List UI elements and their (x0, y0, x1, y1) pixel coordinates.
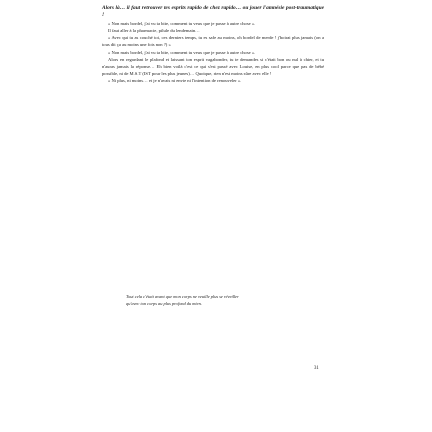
paragraph-4: « Avec qui tu as couché toi, ces derniers temps, tu es safe au moins, oh bordel de merde ! j'boirai plus jamais (on a tous dit ça au moins une fois non ?) » (102, 35, 324, 48)
paragraph-1: Alors là… il faut retrouver tes esprits rapido de chez rapido… ou jouer l'amnésie post-traumatique ! (102, 5, 324, 19)
paragraph-2: « Non mais bordel, j'ai vu ta bite, comment tu veux que je passe à autre chose ». (108, 21, 256, 27)
closing-line-1: Tout cela c'était avant que mon corps ne veuille plus se réveiller (126, 294, 239, 299)
closing-line-2: qu'avec ton corps au plus profond du mien. (126, 301, 202, 306)
paragraph-3: Il faut aller à la pharmacie, pilule du lendemain… (108, 28, 200, 34)
paragraph-5: « Non mais bordel, j'ai vu ta bite, comment tu veux que je passe à autre chose ». (108, 49, 256, 55)
paragraph-6: Alors en regardant le plafond et laissant ton esprit vagabonder, tu te demandes si c'était bon ou nul à chier, et tu n'auras jamais la réponse… Eh bien voilà c'est ce qui s'est passé avec Louise, en plus cool parce que pas de bébé possible, ni de M.S.T (IST pour les plus jeunes)… Quoique, rien n'est moins sûre avec elle ! (102, 56, 324, 76)
paragraph-7: « Ni plus, ni moins… et je n'avais ni envie ni l'intention de renouveler ». (108, 77, 242, 83)
main-text-block (102, 5, 324, 84)
closing-text-block (126, 293, 326, 307)
page-number: 31 (314, 366, 319, 371)
